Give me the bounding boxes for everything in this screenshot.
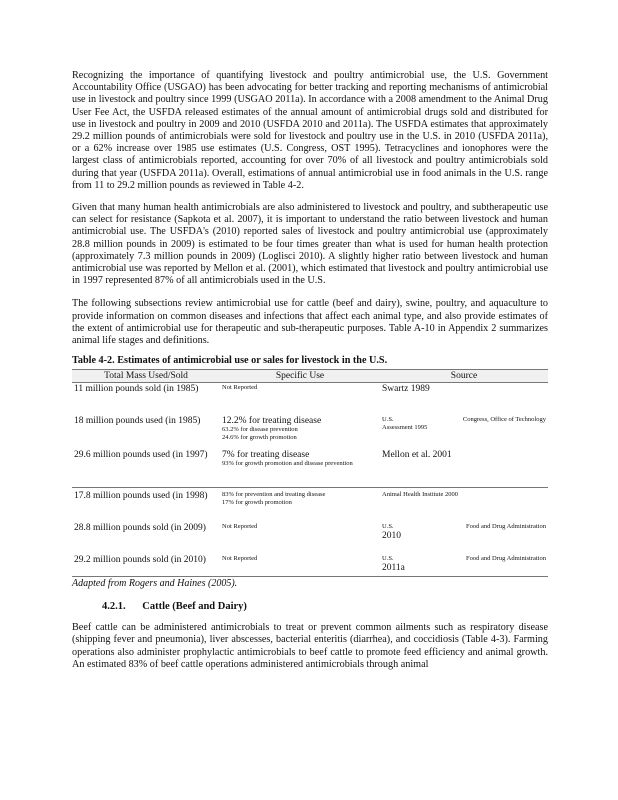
use-detail: 63.2% for disease prevention	[222, 426, 298, 434]
cell-source: Animal Health Institute 2000	[380, 488, 548, 523]
paragraph-subsections: The following subsections review antimicrobial use for cattle (beef and dairy), swine, poultry, and aquaculture to provide information on common diseases and infections that affect each animal type, and also provide estimates of the extent of antimicrobial use for therapeutic and sub-therapeutic purposes. Table A-10 in Appendix 2 summarizes animal life stages and definitions.	[72, 298, 548, 347]
estimates-table	[72, 369, 548, 577]
cell-mass: 11 million pounds sold (in 1985)	[74, 384, 199, 395]
header-specific-use: Specific Use	[220, 370, 380, 383]
paragraph-human-ratio: Given that many human health antimicrobials are also administered to livestock and poultry, and subtherapeutic use can select for resistance (Sapkota et al. 2007), it is important to understand the ratio between livestock and human antimicrobial use. The USFDA's (2010) reported sales of livestock and poultry antimicrobial use (approximately 28.8 million pounds in 2009) is estimated to be four times greater than what is used for human health protection (approximately 7.3 million pounds in 2009) (Loglisci 2010). A slightly higher ratio between livestock and human antimicrobial use was reported by Mellon et al. (2001), which estimated that livestock and poultry antimicrobial use in 1997 represented 87% of all antimicrobials used in the U.S.	[72, 202, 548, 287]
table-row	[72, 383, 548, 416]
paragraph-beef-cattle: Beef cattle can be administered antimicrobials to treat or prevent common ailments such as respiratory disease (shipping fever and pneumonia), liver abscesses, bacterial enteritis (diarrhea), and coccidiosis (Table 4-3). Farming operations also administer prophylactic antimicrobials to beef cattle to promote feed efficiency and animal growth. An estimated 83% of beef cattle operations administered antimicrobials through animal	[72, 622, 548, 670]
cell-mass: 29.6 million pounds used (in 1997)	[74, 450, 208, 461]
cell-source	[380, 522, 548, 554]
cell-use	[220, 488, 380, 523]
use-detail: 24.6% for growth promotion	[222, 434, 297, 442]
source-part: Food and Drug Administration	[466, 555, 546, 563]
table-row	[72, 522, 548, 554]
cell-use	[220, 449, 380, 488]
table-header-row	[72, 370, 548, 383]
section-title: Cattle (Beef and Dairy)	[142, 601, 247, 613]
source-part: Food and Drug Administration	[466, 523, 546, 531]
cell-mass: 17.8 million pounds used (in 1998)	[72, 488, 220, 523]
table-row	[72, 554, 548, 577]
cell-use: Not Reported	[222, 384, 258, 392]
cell-mass: 29.2 million pounds sold (in 2010)	[72, 554, 220, 577]
table-note: Adapted from Rogers and Haines (2005).	[72, 578, 238, 590]
paragraph-usgao: Recognizing the importance of quantifying livestock and poultry antimicrobial use, the U.S. Government Accountability Office (USGAO) has been advocating for better tracking and reporting mechanisms of antimicrobial use in livestock and poultry since 1999 (USGAO 2011a). In accordance with a 2008 amendment to the Animal Drug User Fee Act, the USFDA released estimates of the annual amount of antimicrobial drugs sold and distributed for use in livestock and poultry in 2009 and 2010 (USFDA 2010 and 2011a). The USFDA estimates that approximately 29.2 million pounds of antimicrobials were sold for livestock and poultry use in the U.S. in 2010 (USFDA 2011a), or a 62% increase over 1985 use estimates (U.S. Congress, OST 1995). Tetracyclines and ionophores were the largest class of antimicrobials reported, accounting for over 70% of all livestock and poultry antimicrobials sold during that year (USFDA 2011a). Overall, estimations of annual antimicrobial use in food animals in the U.S. range from 11 to 29.2 million pounds as reviewed in Table 4-2.	[72, 70, 548, 191]
cell-use: Not Reported	[220, 554, 380, 577]
cell-source	[380, 554, 548, 577]
cell-source	[380, 415, 548, 449]
use-main: 12.2% for treating disease	[222, 416, 322, 427]
source-part: U.S.	[382, 555, 394, 563]
table-row	[72, 449, 548, 488]
use-detail: 83% for prevention and treating disease	[222, 491, 326, 499]
source-part: 2010	[382, 531, 401, 542]
source-part: U.S.	[382, 416, 394, 424]
document-page	[72, 70, 548, 671]
cell-mass: 18 million pounds used (in 1985)	[74, 416, 201, 427]
table-row	[72, 488, 548, 523]
cell-source: Swartz 1989	[382, 384, 430, 395]
header-source: Source	[380, 370, 548, 383]
header-total-mass: Total Mass Used/Sold	[72, 370, 220, 383]
source-part: 2011a	[382, 563, 405, 574]
source-part: U.S.	[382, 523, 394, 531]
source-part: Assessment 1995	[382, 424, 428, 432]
table-title: Table 4-2. Estimates of antimicrobial use or sales for livestock in the U.S.	[72, 355, 388, 367]
section-heading	[102, 601, 548, 612]
source-part: Congress, Office of Technology	[462, 416, 546, 424]
cell-source: Mellon et al. 2001	[382, 450, 452, 461]
use-detail: 93% for growth promotion and disease prevention	[222, 460, 353, 468]
use-main: 7% for treating disease	[222, 450, 310, 461]
table-row	[72, 415, 548, 449]
cell-use: Not Reported	[222, 523, 258, 531]
cell-use	[220, 415, 380, 449]
section-number: 4.2.1.	[102, 601, 126, 613]
use-detail: 17% for growth promotion	[222, 499, 292, 507]
cell-mass: 28.8 million pounds sold (in 2009)	[74, 523, 206, 534]
